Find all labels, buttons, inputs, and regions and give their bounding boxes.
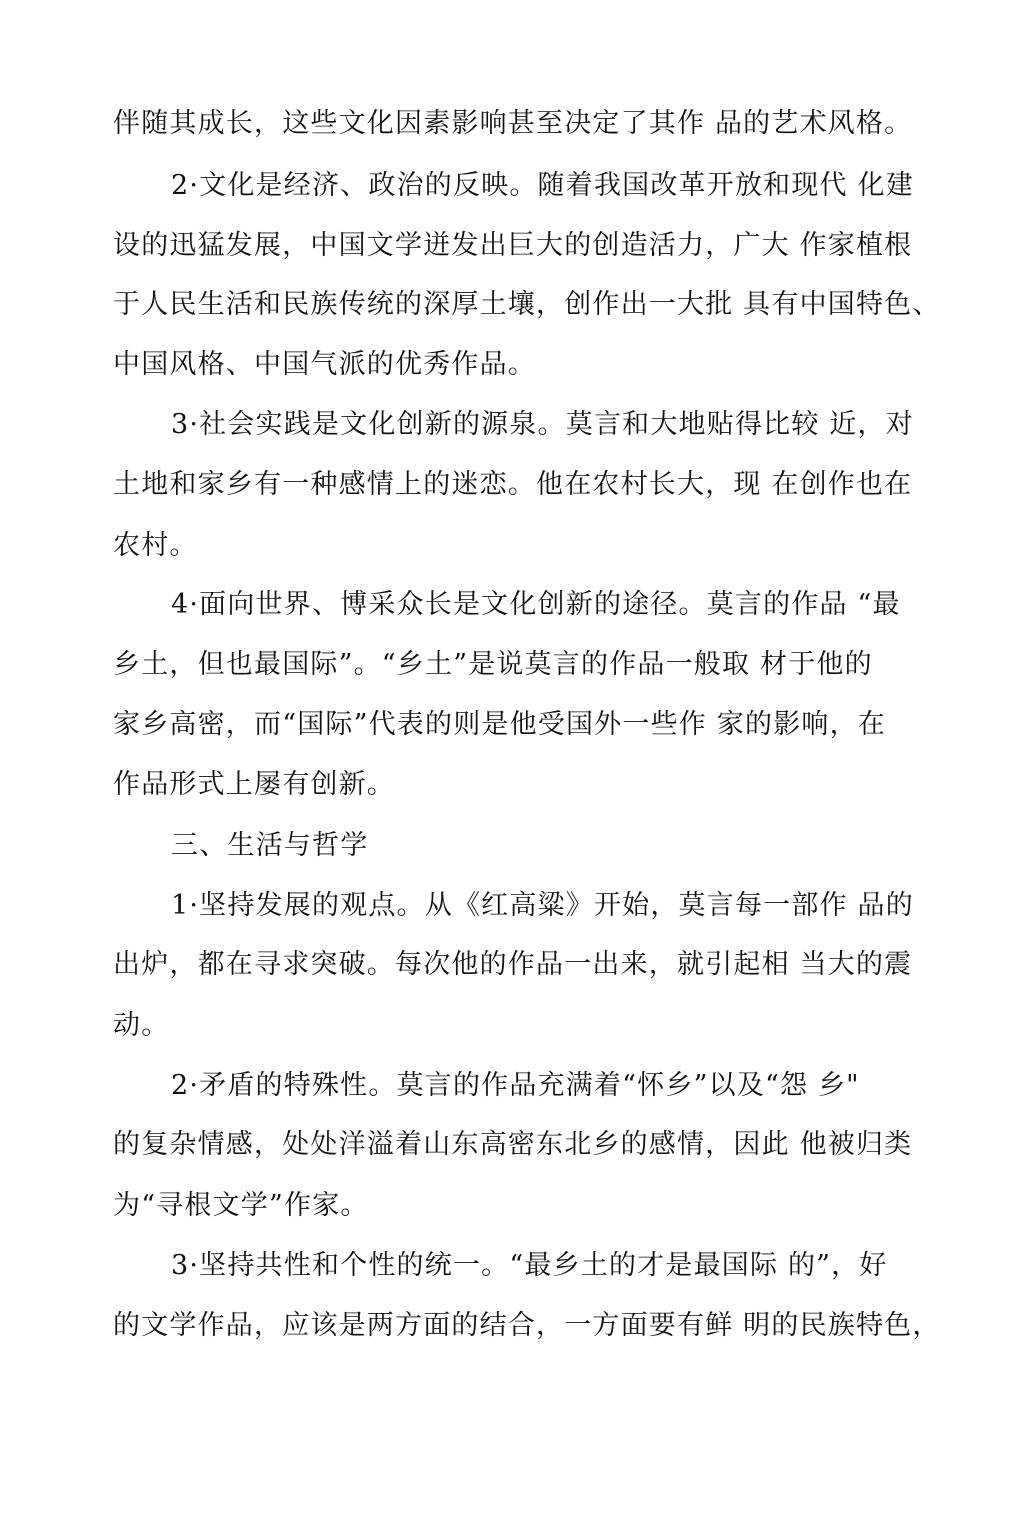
text-line: 动。: [113, 1010, 170, 1041]
text-line: 2·文化是经济、政治的反映。随着我国改革开放和现代 化建: [171, 170, 914, 201]
text-line: 1·坚持发展的观点。从《红高粱》开始，莫言每一部作 品的: [171, 890, 914, 921]
text-line: 的复杂情感，处处洋溢着山东高密东北乡的感情，因此 他被归类: [113, 1129, 913, 1160]
text-line: 3·社会实践是文化创新的源泉。莫言和大地贴得比较 近，对: [171, 409, 914, 440]
section-heading: 三、生活与哲学: [171, 830, 369, 861]
text-line: 伴随其成长，这些文化因素影响甚至决定了其作 品的艺术风格。: [113, 108, 913, 139]
text-line: 出炉，都在寻求突破。每次他的作品一出来，就引起相 当大的震: [113, 949, 913, 980]
text-line: 4·面向世界、博采众长是文化创新的途径。莫言的作品 “最: [171, 589, 901, 620]
text-line: 于人民生活和民族传统的深厚土壤，创作出一大批 具有中国特色、: [113, 289, 941, 320]
text-line: 中国风格、中国气派的优秀作品。: [113, 349, 536, 380]
text-line: 2·矛盾的特殊性。莫言的作品充满着“怀乡”以及“怨 乡": [171, 1070, 860, 1101]
text-line: 土地和家乡有一种感情上的迷恋。他在农村长大，现 在创作也在: [113, 469, 913, 500]
text-line: 的文学作品，应该是两方面的结合，一方面要有鲜 明的民族特色，: [113, 1310, 941, 1341]
text-line: 为“寻根文学”作家。: [113, 1190, 369, 1221]
text-line: 家乡高密，而“国际”代表的则是他受国外一些作 家的影响，在: [113, 709, 886, 740]
text-line: 农村。: [113, 530, 198, 561]
text-line: 设的迅猛发展，中国文学迸发出巨大的创造活力，广大 作家植根: [113, 230, 913, 261]
text-line: 3·坚持共性和个性的统一。“最乡土的才是最国际 的”，好: [171, 1250, 888, 1281]
text-line: 乡土，但也最国际”。“乡土”是说莫言的作品一般取 材于他的: [113, 649, 873, 680]
text-line: 作品形式上屡有创新。: [113, 769, 395, 800]
